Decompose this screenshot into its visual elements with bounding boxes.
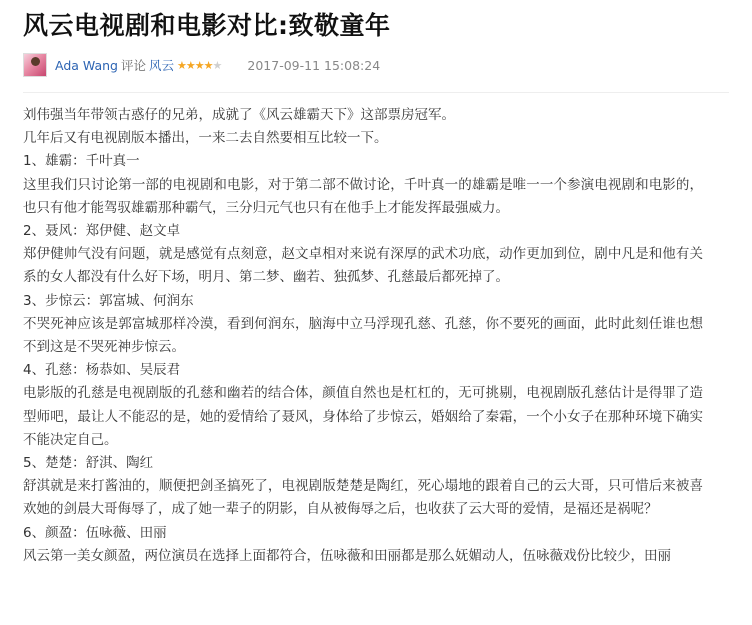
article-paragraph: 风云第一美女颜盈，两位演员在选择上面都符合，伍咏薇和田丽都是那么妩媚动人，伍咏薇戏份比较少，田丽 xyxy=(23,547,671,564)
author-link[interactable]: Ada Wang xyxy=(55,57,118,73)
article-paragraph: 刘伟强当年带领古惑仔的兄弟，成就了《风云雄霸天下》这部票房冠军。 xyxy=(23,107,455,123)
article-paragraph: 郑伊健帅气没有问题，就是感觉有点刻意，赵文卓相对来说有深厚的武术功底，动作更加到位，剧中凡是和他有关系的女人都没有什么好下场，明月、第二梦、幽若、独孤梦、孔慈最后都死掉了。 xyxy=(23,246,703,286)
article-paragraph: 电影版的孔慈是电视剧版的孔慈和幽若的结合体，颜值自然也是杠杠的，无可挑剔，电视剧版孔慈估计是得罪了造型师吧，最让人不能忍的是，她的爱情给了聂风，身体给了步惊云，婚姻给了秦霜，一个小女子在那种环境下确实不能决定自己。 xyxy=(23,385,703,448)
article-paragraph: 舒淇就是来打酱油的，顺便把剑圣搞死了，电视剧版楚楚是陶红，死心塌地的跟着自己的云大哥，只可惜后来被喜欢她的剑晨大哥侮辱了，成了她一辈子的阴影，自从被侮辱之后，也收获了云大哥的爱情，是福还是祸呢？ xyxy=(23,478,703,518)
divider xyxy=(23,92,729,93)
star-filled-icon: ★ xyxy=(194,58,204,72)
avatar[interactable] xyxy=(23,53,47,77)
star-filled-icon: ★ xyxy=(185,58,195,72)
action-label: 评论 xyxy=(120,58,146,73)
subject-link[interactable]: 风云 xyxy=(149,58,175,73)
article-body xyxy=(23,104,703,568)
star-filled-icon: ★ xyxy=(177,58,186,72)
article-meta xyxy=(23,52,380,78)
article-paragraph: 5、楚楚：舒淇、陶红 xyxy=(23,455,154,472)
article-paragraph: 不哭死神应该是郭富城那样冷漠，看到何润东，脑海中立马浮现孔慈、孔慈，你不要死的画面，此时此刻任谁也想不到这是不哭死神步惊云。 xyxy=(23,315,703,356)
article-paragraph: 4、孔慈：杨恭如、吴辰君 xyxy=(23,362,181,379)
article-title: 风云电视剧和电影对比:致敬童年 xyxy=(23,11,391,40)
rating-stars xyxy=(177,59,221,72)
article-paragraph: 6、颜盈：伍咏薇、田丽 xyxy=(23,524,167,541)
article-paragraph: 3、步惊云：郭富城、何润东 xyxy=(23,292,194,309)
timestamp: 2017-09-11 15:08:24 xyxy=(247,57,381,73)
article-paragraph: 1、雄霸：千叶真一 xyxy=(23,153,140,170)
star-empty-icon: ★ xyxy=(212,58,222,72)
star-filled-icon: ★ xyxy=(203,58,213,72)
article-paragraph: 这里我们只讨论第一部的电视剧和电影，对于第二部不做讨论，千叶真一的雄霸是唯一一个参演电视剧和电影的，也只有他才能驾驭雄霸那种霸气，三分归元气也只有在他手上才能发挥最强威力。 xyxy=(23,176,703,216)
article-paragraph: 2、聂风：郑伊健、赵文卓 xyxy=(23,223,181,240)
article-paragraph: 几年后又有电视剧版本播出，一来二去自然要相互比较一下。 xyxy=(23,130,388,147)
